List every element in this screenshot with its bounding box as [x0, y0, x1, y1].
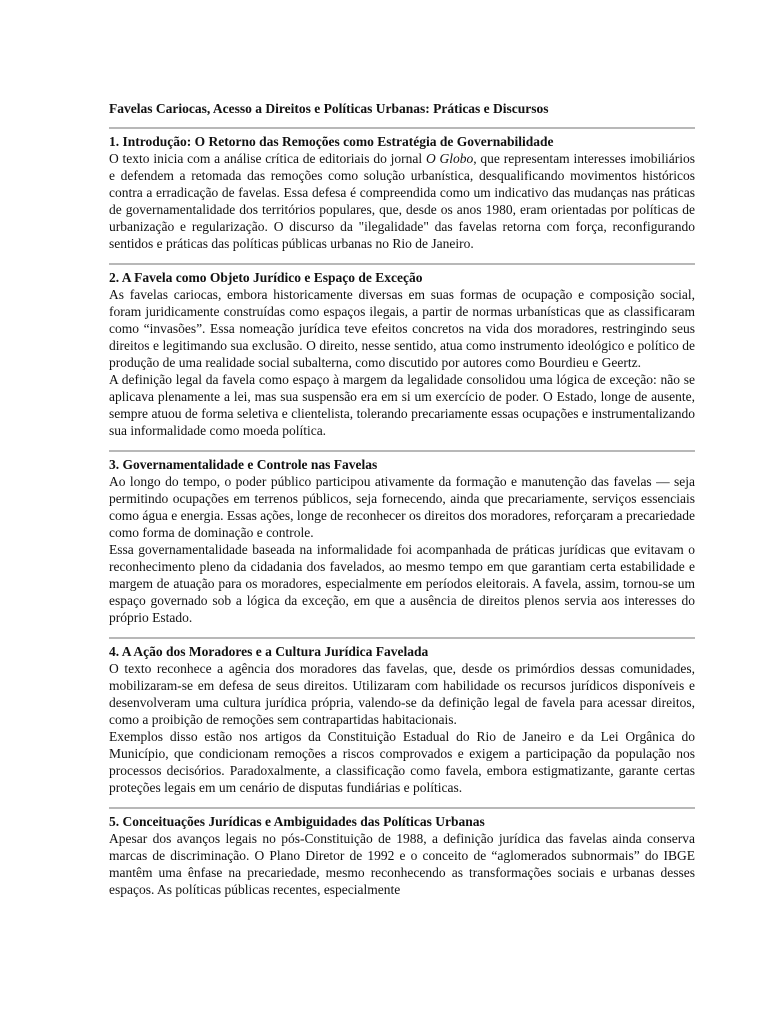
section-heading: 4. A Ação dos Moradores e a Cultura Jurídica Favelada — [109, 644, 429, 659]
section-introduction — [109, 133, 695, 252]
section-heading: 1. Introdução: O Retorno das Remoções como Estratégia de Governabilidade — [109, 134, 554, 149]
section-divider — [109, 127, 695, 129]
section-paragraph: O texto reconhece a agência dos moradores das favelas, que, desde os primórdios dessas comunidades, mobilizaram-se em defesa de seus direitos. Utilizaram com habilidade os recursos jurídicos disponíveis e desenvolveram uma cultura jurídica própria, valendo-se da definição legal de favela para acessar direitos, como a proibição de remoções sem contrapartidas habitacionais. — [109, 661, 695, 727]
newspaper-name: O Globo — [425, 151, 474, 166]
section-legal-object — [109, 269, 695, 439]
section-governmentality — [109, 456, 695, 626]
section-divider — [109, 637, 695, 639]
paragraph-text: , que representam interesses imobiliários e defendem a retomada das remoções como solução urbanística, desqualificando movimentos históricos contra a erradicação de favelas. Essa defesa é compreendida como um indicativo das mudanças nas práticas de governamentalidade dos territórios populares, que, desde os anos 1980, eram orientadas por políticas de urbanização e regularização. O discurso da "ilegalidade" das favelas retorna com força, reconfigurando sentidos e práticas das políticas públicas urbanas no Rio de Janeiro. — [109, 151, 696, 251]
section-paragraph: As favelas cariocas, embora historicamente diversas em suas formas de ocupação e composição social, foram juridicamente construídas como espaços ilegais, a partir de normas urbanísticas que as classificaram como “invasões”. Essa nomeação jurídica teve efeitos concretos na vida dos moradores, restringindo seus direitos e legitimando sua exclusão. O direito, nesse sentido, atua como instrumento ideológico e político de produção de uma realidade social subalterna, como discutido por autores como Bourdieu e Geertz. — [109, 287, 695, 370]
section-divider — [109, 807, 695, 809]
document-page — [109, 100, 695, 898]
document-title: Favelas Cariocas, Acesso a Direitos e Políticas Urbanas: Práticas e Discursos — [109, 101, 549, 116]
section-paragraph: Apesar dos avanços legais no pós-Constituição de 1988, a definição jurídica das favelas ainda conserva marcas de discriminação. O Plano Diretor de 1992 e o conceito de “aglomerados subnormais” do IBGE mantêm uma ênfase na precariedade, mesmo reconhecendo as transformações sociais e urbanas desses espaços. As políticas públicas recentes, especialmente — [109, 831, 695, 897]
section-heading: 5. Conceituações Jurídicas e Ambiguidades das Políticas Urbanas — [109, 814, 485, 829]
section-divider — [109, 450, 695, 452]
section-residents-action — [109, 643, 695, 796]
section-paragraph: A definição legal da favela como espaço à margem da legalidade consolidou uma lógica de exceção: não se aplicava plenamente a lei, mas sua suspensão era em si um exercício de poder. O Estado, longe de ausente, sempre atuou de forma seletiva e clientelista, tolerando precariamente essas ocupações e instrumentalizando sua informalidade como moeda política. — [109, 372, 695, 438]
section-heading: 3. Governamentalidade e Controle nas Favelas — [109, 457, 378, 472]
section-paragraph — [109, 150, 695, 252]
section-paragraph: Essa governamentalidade baseada na informalidade foi acompanhada de práticas jurídicas que evitavam o reconhecimento pleno da cidadania dos favelados, ao mesmo tempo em que garantiam certa estabilidade e margem de atuação para os moradores, especialmente em períodos eleitorais. A favela, assim, tornou-se um espaço governado sob a lógica da exceção, em que a ausência de direitos plenos servia aos interesses do próprio Estado. — [109, 542, 695, 625]
paragraph-text: O texto inicia com a análise crítica de editoriais do jornal — [109, 151, 426, 166]
section-legal-concepts — [109, 813, 695, 897]
section-paragraph: Exemplos disso estão nos artigos da Constituição Estadual do Rio de Janeiro e da Lei Orgânica do Município, que condicionam remoções a riscos comprovados e exigem a participação da população nos processos decisórios. Paradoxalmente, a classificação como favela, embora estigmatizante, garante certas proteções legais em um cenário de disputas fundiárias e políticas. — [109, 729, 695, 795]
section-paragraph: Ao longo do tempo, o poder público participou ativamente da formação e manutenção das favelas — seja permitindo ocupações em terrenos públicos, seja fornecendo, ainda que precariamente, serviços essenciais como água e energia. Essas ações, longe de reconhecer os direitos dos moradores, reforçaram a precariedade como forma de dominação e controle. — [109, 474, 695, 540]
section-heading: 2. A Favela como Objeto Jurídico e Espaço de Exceção — [109, 270, 423, 285]
section-divider — [109, 263, 695, 265]
